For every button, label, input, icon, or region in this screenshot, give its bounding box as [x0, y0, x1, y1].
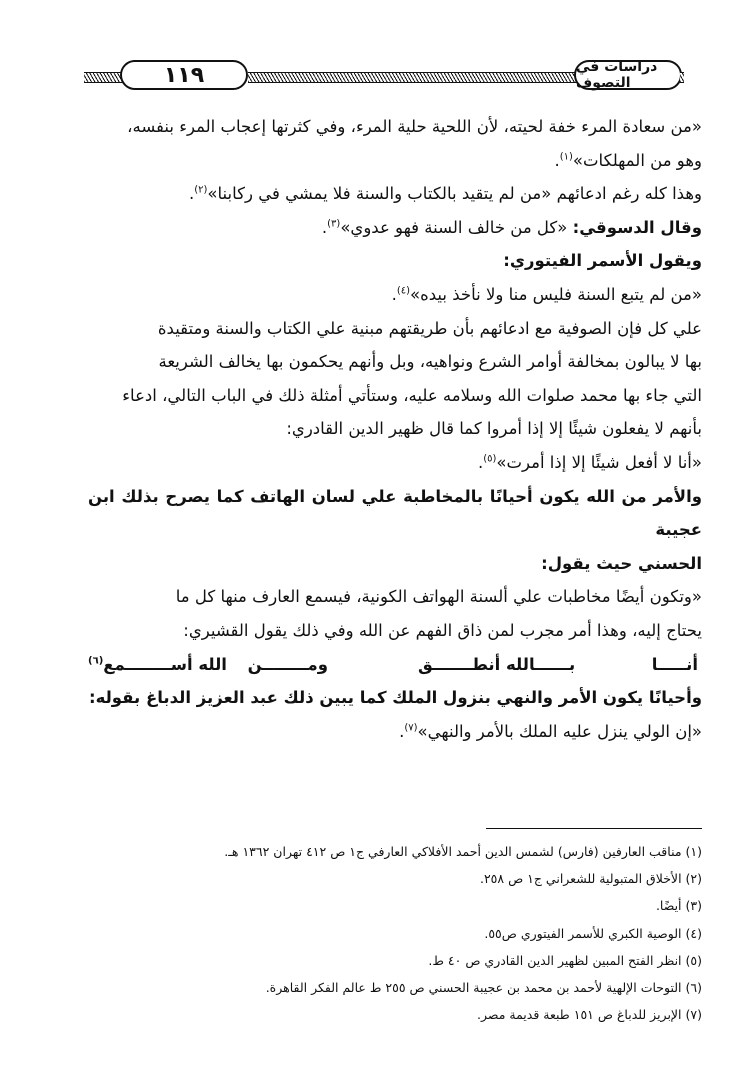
- footnote-ref: (٤): [396, 285, 410, 297]
- text-line: وهذا كله رغم ادعائهم «من لم يتقيد بالكتاب والسنة فلا يمشي في ركابنا»: [207, 184, 702, 204]
- paragraph-9-line-1: «وتكون أيضًا مخاطبات علي ألسنة الهواتف الكونية، فيسمع العارف منها كل ما: [175, 587, 702, 607]
- footnote-1: (١) مناقب العارفين (فارس) لشمس الدين أحمد الأفلاكي العارفي ج١ ص ٤١٢ تهران ١٣٦٢ هـ.: [224, 844, 702, 859]
- header-ornament-right: [680, 72, 684, 83]
- footnote-ref: (٧): [404, 722, 418, 734]
- verse-second-hemistich: [88, 648, 328, 682]
- speaker-label: وقال الدسوقي:: [572, 217, 702, 237]
- paragraph-6-line-4: بأنهم لا يفعلون شيئًا إلا إذا أمروا كما قال ظهير الدين القادري:: [286, 419, 702, 439]
- quote-line: «أنا لا أفعل شيئًا إلا إذا أمرت»: [496, 452, 702, 472]
- paragraph-1: [88, 110, 702, 144]
- paragraph-10: وأحيانًا يكون الأمر والنهي بنزول الملك كما يبين ذلك عبد العزيز الدباغ بقوله:: [89, 688, 702, 708]
- paragraph-9-line-2: يحتاج إليه، وهذا أمر مجرب لمن ذاق الفهم عن الله وفي ذلك يقول القشيري:: [183, 620, 702, 640]
- footnote-ref: (١): [559, 151, 573, 163]
- footnote-5: (٥) انظر الفتح المبين لظهير الدين القادري ص ٤٠ ط.: [428, 952, 702, 968]
- paragraph-8-line-1: والأمر من الله يكون أحيانًا بالمخاطبة علي لسان الهاتف كما يصرح بذلك ابن عجيبة: [88, 486, 702, 540]
- heading-fituri: ويقول الأسمر الفيتوري:: [503, 251, 702, 271]
- footnote-ref: (٥): [483, 453, 497, 465]
- poem-verse: [88, 648, 702, 682]
- verse-word: بــــــالله أنطـــــــق: [418, 654, 576, 674]
- paragraph-1-end: وهو من المهلكات»$^{(١)}$.: [554, 150, 702, 170]
- footnote-ref: (٦): [88, 655, 104, 666]
- verse-word: ومــــــــن: [247, 654, 328, 674]
- header-ornament-left: [84, 72, 124, 83]
- verse-word: أنـــــا: [651, 654, 698, 674]
- paragraph-2: وهذا كله رغم ادعائهم «من لم يتقيد بالكتاب والسنة فلا يمشي في ركابنا»$^{(٢)}$.: [188, 184, 702, 204]
- footnote-ref: (٢): [194, 184, 208, 196]
- paragraph-11: «إن الولي ينزل عليه الملك بالأمر والنهي»$^{(٧)}$.: [399, 721, 702, 741]
- footnote-ref: (٣): [327, 218, 341, 230]
- header-ornament-middle: [248, 72, 578, 83]
- footnote-4: (٤) الوصية الكبري للأسمر الفيتوري ص٥٥.: [484, 925, 702, 941]
- paragraph-6-line-1: علي كل فإن الصوفية مع ادعائهم بأن طريقتهم مبنية علي الكتاب والسنة ومتقيدة: [157, 318, 702, 338]
- book-title: دراسات في التصوف: [574, 60, 682, 90]
- quote-line: «من لم يتبع السنة فليس منا ولا نأخذ بيده»: [410, 284, 702, 304]
- footnote-divider: [486, 828, 702, 829]
- footnote-2: (٢) الأخلاق المتبولية للشعراني ج١ ص ٢٥٨.: [479, 871, 702, 887]
- quote-line: «إن الولي ينزل عليه الملك بالأمر والنهي»: [417, 721, 702, 741]
- quote-line: وهو من المهلكات»: [572, 150, 702, 170]
- paragraph-5: «من لم يتبع السنة فليس منا ولا نأخذ بيده»$^{(٤)}$.: [391, 284, 702, 304]
- footnote-7: (٧) الإبريز للدباغ ص ١٥١ طبعة قديمة مصر.: [477, 1007, 702, 1023]
- footnote-3: (٣) أيضًا.: [655, 898, 702, 914]
- paragraph-7: «أنا لا أفعل شيئًا إلا إذا أمرت»$^{(٥)}$.: [477, 452, 702, 472]
- footnotes: [130, 838, 702, 1028]
- verse-word: الله أســــــــمع: [103, 654, 227, 674]
- quote-line: «من سعادة المرء خفة لحيته، لأن اللحية حلية المرء، وفي كثرتها إعجاب المرء بنفسه،: [127, 117, 702, 136]
- page-header: [84, 58, 684, 96]
- main-text: [88, 110, 702, 748]
- paragraph-8-line-2: الحسني حيث يقول:: [541, 553, 702, 573]
- footnote-6: (٦) التوحات الإلهية لأحمد بن محمد بن عجيبة الحسني ص ٢٥٥ ط عالم الفكر القاهرة.: [265, 980, 702, 996]
- page-number: ١١٩: [120, 60, 248, 90]
- paragraph-6-line-3: التي جاء بها محمد صلوات الله وسلامه عليه، وستأتي أمثلة ذلك في الباب التالي، ادعاء: [122, 385, 702, 405]
- paragraph-6-line-2: بها لا يبالون بمخالفة أوامر الشرع ونواهيه، وبل وأنهم يحكمون بها يخالف الشريعة: [158, 352, 702, 372]
- verse-first-hemistich: [418, 648, 698, 682]
- paragraph-3: وقال الدسوقي: «كل من خالف السنة فهو عدوي»$^{(٣)}$.: [321, 217, 702, 237]
- quote-line: «كل من خالف السنة فهو عدوي»: [340, 217, 573, 237]
